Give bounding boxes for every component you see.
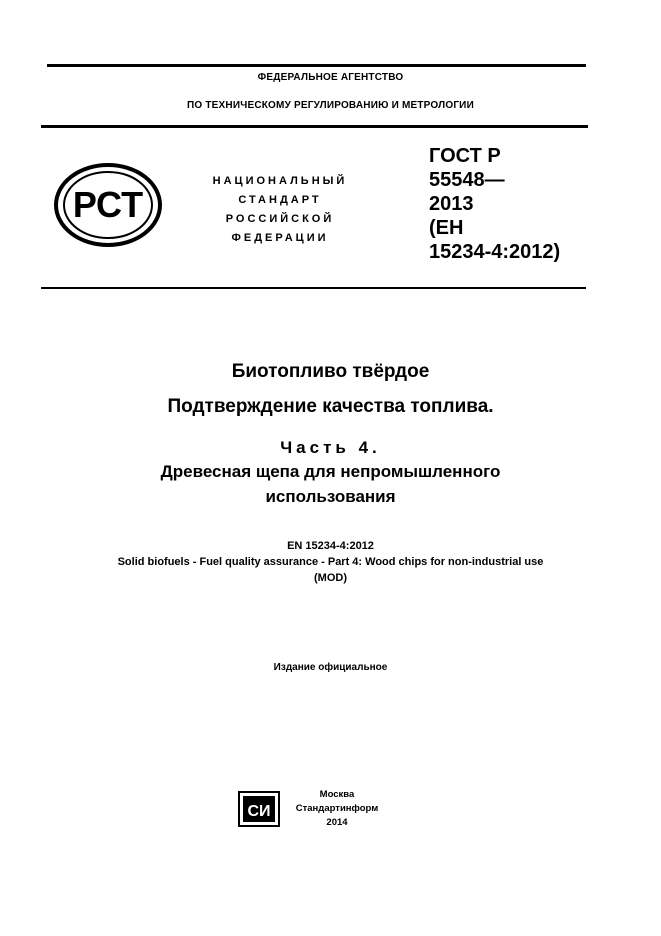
publisher-info: [292, 788, 382, 830]
designation-rule: [41, 287, 586, 289]
standard-type-line: РОССИЙСКОЙ: [225, 213, 335, 225]
designation-line: (ЕН: [429, 217, 464, 239]
title-line-1: Биотопливо твёрдое: [231, 361, 430, 382]
standard-type: [205, 172, 355, 248]
standard-type-line: СТАНДАРТ: [238, 194, 322, 206]
title-line-2: Подтверждение качества топлива.: [167, 396, 494, 417]
gost-mark-lettering: РСТ: [72, 184, 144, 225]
subtitle-line-2: использования: [265, 487, 396, 506]
designation-line: 15234-4:2012): [429, 241, 561, 263]
agency-line-2: ПО ТЕХНИЧЕСКОМУ РЕГУЛИРОВАНИЮ И МЕТРОЛОГИИ: [187, 100, 474, 111]
publisher-logo: [238, 791, 282, 832]
publisher-mark-lettering: СИ: [247, 803, 271, 820]
header-rule: [41, 125, 588, 128]
top-rule: [47, 64, 586, 67]
publisher-name: Стандартинформ: [295, 803, 379, 814]
gost-r-logo: [54, 162, 162, 253]
designation-line: 55548—: [429, 169, 505, 191]
en-standard-code: EN 15234-4:2012: [287, 540, 374, 552]
en-modification-note: (MOD): [314, 572, 347, 584]
designation-line: 2013: [429, 193, 474, 215]
edition-note: Издание официальное: [273, 662, 388, 673]
standard-designation: [429, 144, 560, 264]
part-number: Часть 4.: [280, 438, 381, 457]
subtitle-line-1: Древесная щепа для непромышленного: [160, 462, 501, 481]
standard-type-line: НАЦИОНАЛЬНЫЙ: [212, 175, 348, 187]
designation-line: ГОСТ Р: [429, 145, 501, 167]
standard-type-line: ФЕДЕРАЦИИ: [231, 232, 329, 244]
publisher-year: 2014: [326, 817, 348, 828]
publisher-city: Москва: [319, 789, 355, 800]
agency-line-1: ФЕДЕРАЛЬНОЕ АГЕНТСТВО: [257, 72, 404, 83]
en-standard-title: Solid biofuels - Fuel quality assurance - Part 4: Wood chips for non-industrial use: [117, 556, 544, 568]
